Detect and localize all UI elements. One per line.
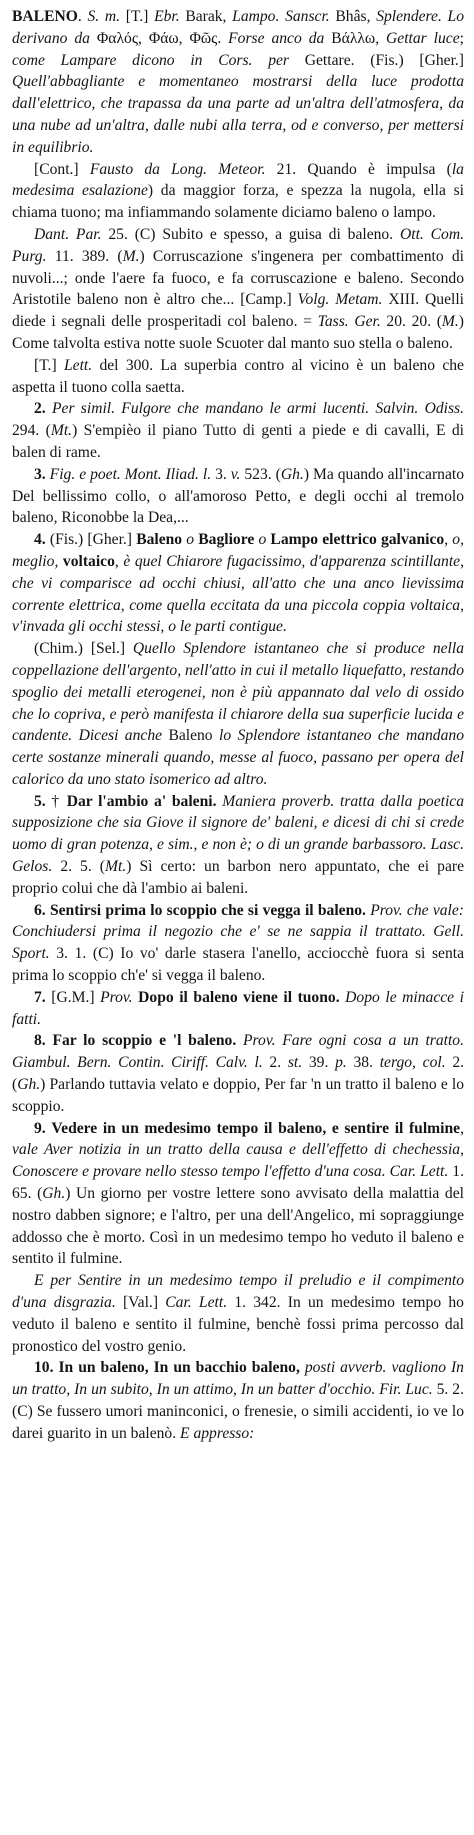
bold-text: Lampo elettrico galvanico [270,531,445,549]
italic-text: o [258,531,267,549]
sense-4-chim-paragraph [12,638,464,791]
sense-7-paragraph [12,987,464,1031]
text-run: Barak, [179,8,233,25]
bold-text: Sentirsi prima lo scoppio che si vegga il baleno. [49,901,366,919]
text-run: [Cont.] [34,160,90,178]
text-run: (Chim.) [Sel.] [34,640,133,658]
italic-text: Prov. [100,988,133,1006]
text-run: Βάλλω, [324,29,387,47]
text-run: 523. ( [240,465,281,483]
italic-text: E appresso: [180,1424,255,1442]
italic-text: Ott. Com. Purg. [12,225,464,265]
text-run: ) Parlando tuttavia velato e doppio, Per far 'n un tratto il baleno e lo scoppio. [12,1076,464,1115]
italic-text: M. [441,313,459,331]
bold-text: 2. [34,400,46,418]
bold-text: 7. [34,988,46,1006]
italic-text: Lett. [63,356,93,374]
bold-text: Bagliore [198,531,255,549]
italic-text: Per simil. Fulgore che mandano le armi lucenti. Salvin. Odiss. [52,400,465,418]
text-run: ) Sì certo: un barbon nero appuntato, che ei pare proprio colui che dà l'ambio ai baleni. [12,858,465,897]
text-run: 2. ( [12,1054,465,1094]
text-run: Bhâs, [329,8,377,25]
italic-text: Splendere. Lo derivano da [12,8,465,47]
citation-cont-paragraph [12,159,464,224]
italic-text: Gh. [17,1076,41,1094]
italic-text: Mt. [50,422,73,440]
text-run: ; [459,29,464,47]
italic-text: tergo, col. [379,1054,446,1072]
text-run: del 300. La superbia contro al vicino è un baleno che aspetta il tuono colla saetta. [12,356,464,396]
text-run: . Quelli diede i segnali delle prosperitadi col baleno. = [12,291,464,331]
italic-text: Quello Splendore istantaneo che si produce nella coppellazione dell'argento, nell'atto in cui il metallo liquefatto, restando spoglio dei metalli eterogenei, non è più appannato dal velo di ossido che lo copriva, e però manifesta il chiarore della sua superficie lucida e candente. Dicesi anche [12,640,464,745]
text-run: Baleno [162,727,219,745]
italic-text: Dant. Par. [34,225,102,243]
text-run: 11. 389. ( [46,247,123,265]
italic-text: è quel Chiarore fugacissimo, d'apparenza scintillante, che vi comparisce ad occhi chiusi, all'atto che una anco lievissima corrente elettrica, come quella eccitata da una piccola coppia voltaica, v'invada gli occhi stessi, o le parti contigue. [12,552,464,636]
sense-10-paragraph [12,1357,464,1444]
text-run: ) Come talvolta estiva notte suole Scuoter dal manto suo stella o baleno. [12,313,464,352]
text-run: , [460,1119,464,1137]
italic-text: v. [230,465,241,483]
text-run: † [45,792,67,810]
text-run: Φαλός, Φάω, Φῶς. [89,29,229,47]
text-run: ) da maggior forza, e spezza la nugola, ella si chiama tuono; ma infiammando solamente diciamo baleno o lampo. [12,182,464,222]
bold-text: 8. [34,1032,46,1050]
text-run: 38. [346,1054,380,1072]
italic-text: Dopo le minacce i fatti. [12,988,464,1028]
italic-text: Lampo. Sanscr. [232,8,330,25]
italic-text: Fausto da Long. Meteor. [89,160,266,178]
sense-5-paragraph [12,791,464,900]
bold-text: Dar l'ambio a' baleni. [66,792,217,810]
smallcaps-text: XIII [382,291,416,309]
bold-text: 3. [34,465,46,483]
text-run: . [77,8,88,25]
bold-text: BALENO [12,8,78,25]
italic-text: Gh. [42,1185,66,1203]
sense-8-paragraph [12,1030,464,1117]
italic-text: Maniera proverb. tratta dalla poetica supposizione che sia Giove il signore de' baleni, e dicesi di chi si crede uomo di gran potenza, e sim., e non è; o di un grande barbassoro. Lasc. Gelos. [12,792,464,876]
text-run: (Fis.) [Gher.] [45,531,137,549]
italic-text: S. m. [87,8,121,25]
bold-text: 4. [34,531,46,549]
italic-text: Quell'abbagliante e momentaneo mostrarsi della luce prodotta dall'elettrico, che trapassa da una parte ad un'altra dell'atmosfera, da una nube ad un'altra, dalle nubi alla terra, od e converso, per mettersi in equilibrio. [12,73,464,156]
italic-text: Car. Lett. [165,1294,228,1312]
text-run: 20. 20. ( [380,313,442,331]
sense-9-paragraph [12,1118,464,1271]
text-run: 39. [302,1054,336,1072]
italic-text: lo Splendore istantaneo che mandano certe sostanze minerali quando, messe al fuoco, passano per opera del calorico da uno stato isomerico ad altro. [12,727,464,788]
italic-text: Ebr. [154,8,180,25]
text-run: , [444,531,453,549]
italic-text: Prov. Fare ogni cosa a un tratto. Giambul. Bern. Contin. Ciriff. Calv. l. [12,1032,465,1072]
text-run: ) Ma quando all'incarnato Del bellissimo collo, o all'amoroso Petto, e degli occhi al tremolo baleno, Riconobbe la Dea,... [12,465,464,527]
text-run: [Val.] [115,1294,166,1312]
text-run: [G.M.] [45,988,101,1006]
italic-text: Forse anco da [228,29,325,47]
text-run: ) S'empièo il piano Tutto di genti a piede e di cavalli, E di balen di rame. [12,422,464,461]
text-run: 2. [262,1054,288,1072]
italic-text: Prov. che vale: Conchiudersi prima il negozio che e' se ne sappia il trattato. Gell. Sport. [12,901,464,963]
text-run: 5. 2. (C) Se fussero umori maninconici, o frenesie, o simili accidenti, io ve lo darei guarito in un balenò. [12,1381,464,1442]
bold-text: Far lo scoppio e 'l baleno. [52,1032,237,1050]
italic-text: vale Aver notizia in un tratto della causa e dell'effetto di chechessia, Conoscere e provare nello stesso tempo l'effetto d'una cosa. Car. Lett. [12,1141,464,1181]
italic-text: p. [335,1054,347,1072]
bold-text: In un baleno, In un bacchio baleno, [58,1359,300,1377]
bold-text: 6. [34,901,46,919]
italic-text: E per Sentire in un medesimo tempo il preludio e il compimento d'una disgrazia. [12,1272,464,1312]
sense-6-paragraph [12,900,464,987]
text-run: 21. Quando è impulsa ( [265,160,452,178]
italic-text: Mt. [105,858,127,876]
bold-text: 5. [34,792,46,810]
text-run: 294. ( [12,422,51,440]
text-run: [T.] [120,8,155,25]
text-run: ) Un giorno per vostre lettere sono avvisato della malattia del nostro dabben signore; e l'altro, per una dell'Angelico, mi sopraggiunge addosso che è morto. Così in un medesimo tempo ho veduto il baleno e sentito il fulmine. [12,1185,464,1268]
bold-text: 10. [34,1359,54,1377]
italic-text: Volg. Metam. [297,291,383,309]
text-run: , [114,552,124,570]
citation-dante-paragraph [12,224,464,355]
italic-text: o [186,531,195,549]
sense-4-paragraph [12,529,464,638]
text-run: Gettare. (Fis.) [Gher.] [289,51,464,69]
text-run: 1. 342. In un medesimo tempo ho veduto il baleno e sentito il fulmine, benchè fossi prima percosso dal pronostico del vostro genio. [12,1294,464,1355]
text-run: 25. (C) Subito e spesso, a guisa di baleno. [101,225,400,243]
text-run: 2. 5. ( [52,858,105,876]
bold-text: Baleno [136,531,183,549]
sense-9-sub-paragraph [12,1270,464,1357]
entry-intro-paragraph [12,6,464,159]
text-run: ) Corruscazione s'ingenera per combattimento di nuvoli...; onde l'aere fa fuoco, e fa corruscazione e baleno. Secondo Aristotile baleno non è altro che... [Camp.] [12,247,464,309]
bold-text: Dopo il baleno viene il tuono. [138,988,340,1006]
italic-text: Gettar luce [386,29,460,47]
bold-text: voltaico [62,552,115,570]
text-run: 3. [211,465,231,483]
italic-text: Gh. [280,465,304,483]
text-run: [T.] [34,356,64,374]
sense-2-paragraph [12,398,464,463]
bold-text: 9. [34,1119,46,1137]
citation-lett-paragraph [12,355,464,399]
text-run: 3. 1. (C) Io vo' darle stasera l'anello, acciocchè fuora si senta prima lo scoppio ch'e' si vegga il baleno. [12,945,464,985]
italic-text: Fig. e poet. Mont. Iliad. l. [49,465,212,483]
italic-text: come Lampare dicono in Cors. per [12,51,289,69]
italic-text: posti avverb. vagliono In un tratto, In un subito, In un attimo, In un batter d'occhio. Fir. Luc. [12,1359,464,1399]
italic-text: M. [122,247,140,265]
text-run: 1. 65. ( [12,1163,465,1203]
italic-text: Tass. Ger. [317,313,381,331]
sense-3-paragraph [12,464,464,529]
bold-text: Vedere in un medesimo tempo il baleno, e sentire il fulmine [51,1119,461,1137]
italic-text: o, meglio, [12,531,464,570]
italic-text: la medesima esalazione [12,160,464,200]
italic-text: st. [287,1054,303,1072]
